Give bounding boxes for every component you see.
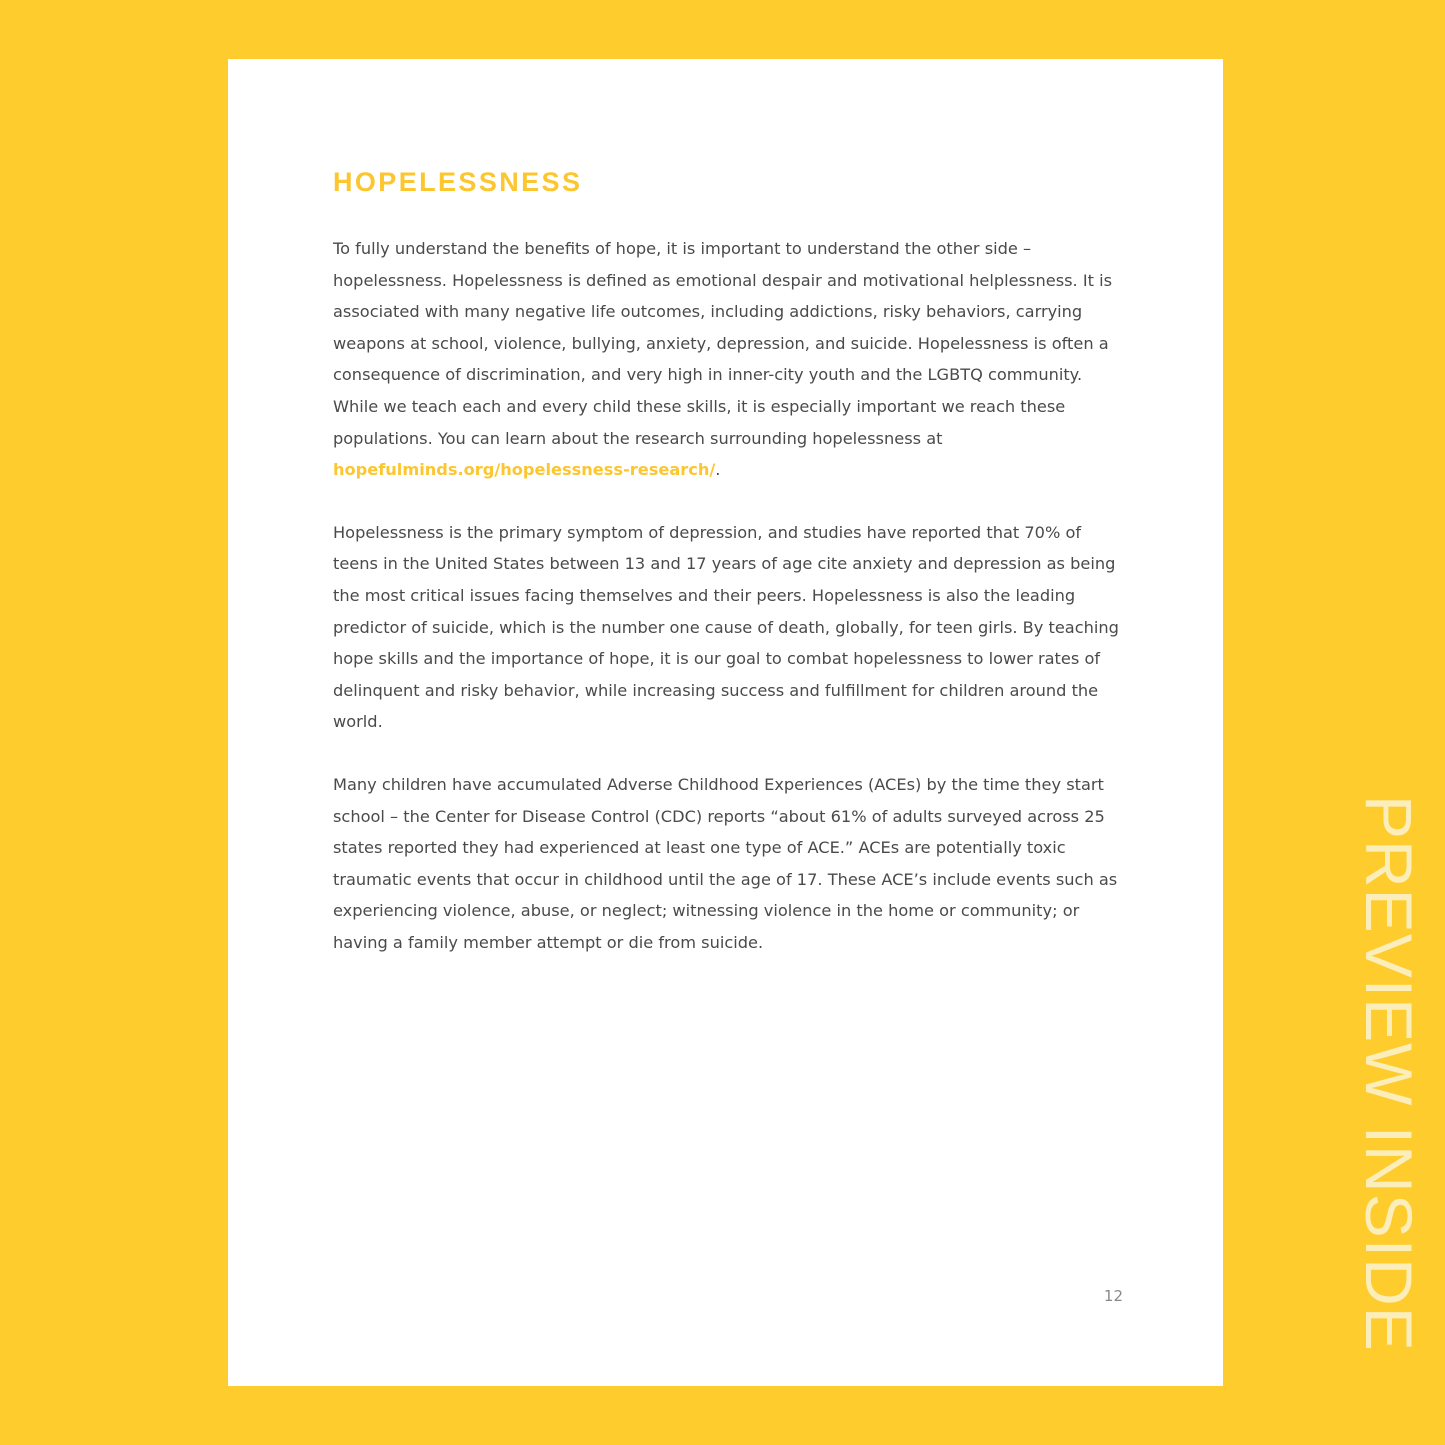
paragraph-3: Many children have accumulated Adverse Childhood Experiences (ACEs) by the time they start school – the Center for Disease Control (CDC) reports “about 61% of adults surveyed across 25 states reported they had experienced at least one type of ACE.” ACEs are potentially toxic traumatic events that occur in childhood until the age of 17. These ACE’s include events such as experiencing violence, abuse, or neglect; witnessing violence in the home or community; or having a family member attempt or die from suicide. bbox=[333, 774, 1118, 952]
body-text bbox=[333, 233, 1123, 989]
paragraph-2: Hopelessness is the primary symptom of depression, and studies have reported that 70% of teens in the United States between 13 and 17 years of age cite anxiety and depression as being the most critical issues facing themselves and their peers. Hopelessness is also the leading predictor of suicide, which is the number one cause of death, globally, for teen girls. By teaching hope skills and the importance of hope, it is our goal to combat hopelessness to lower rates of delinquent and risky behavior, while increasing success and fulfillment for children around the world. bbox=[333, 522, 1119, 732]
document-page bbox=[228, 59, 1223, 1386]
paragraph-1 bbox=[333, 233, 1123, 486]
page-title: HOPELESSNESS bbox=[333, 167, 583, 197]
paragraph-1-text: To fully understand the benefits of hope, it is important to understand the other side – hopelessness. Hopelessness is defined as emotional despair and motivational helplessness. It is associated with many negative life outcomes, including addictions, risky behaviors, carrying weapons at school, violence, bullying, anxiety, depression, and suicide. Hopelessness is often a consequence of discrimination, and very high in inner-city youth and the LGBTQ community. While we teach each and every child these skills, it is especially important we reach these populations. You can learn about the research surrounding hopelessness at bbox=[333, 239, 1113, 448]
preview-watermark: PREVIEW INSIDE bbox=[1352, 795, 1426, 1352]
page-number: 12 bbox=[1103, 1287, 1123, 1305]
paragraph-1-end: . bbox=[715, 460, 721, 480]
research-link[interactable]: hopefulminds.org/hopelessness-research/ bbox=[333, 460, 716, 480]
